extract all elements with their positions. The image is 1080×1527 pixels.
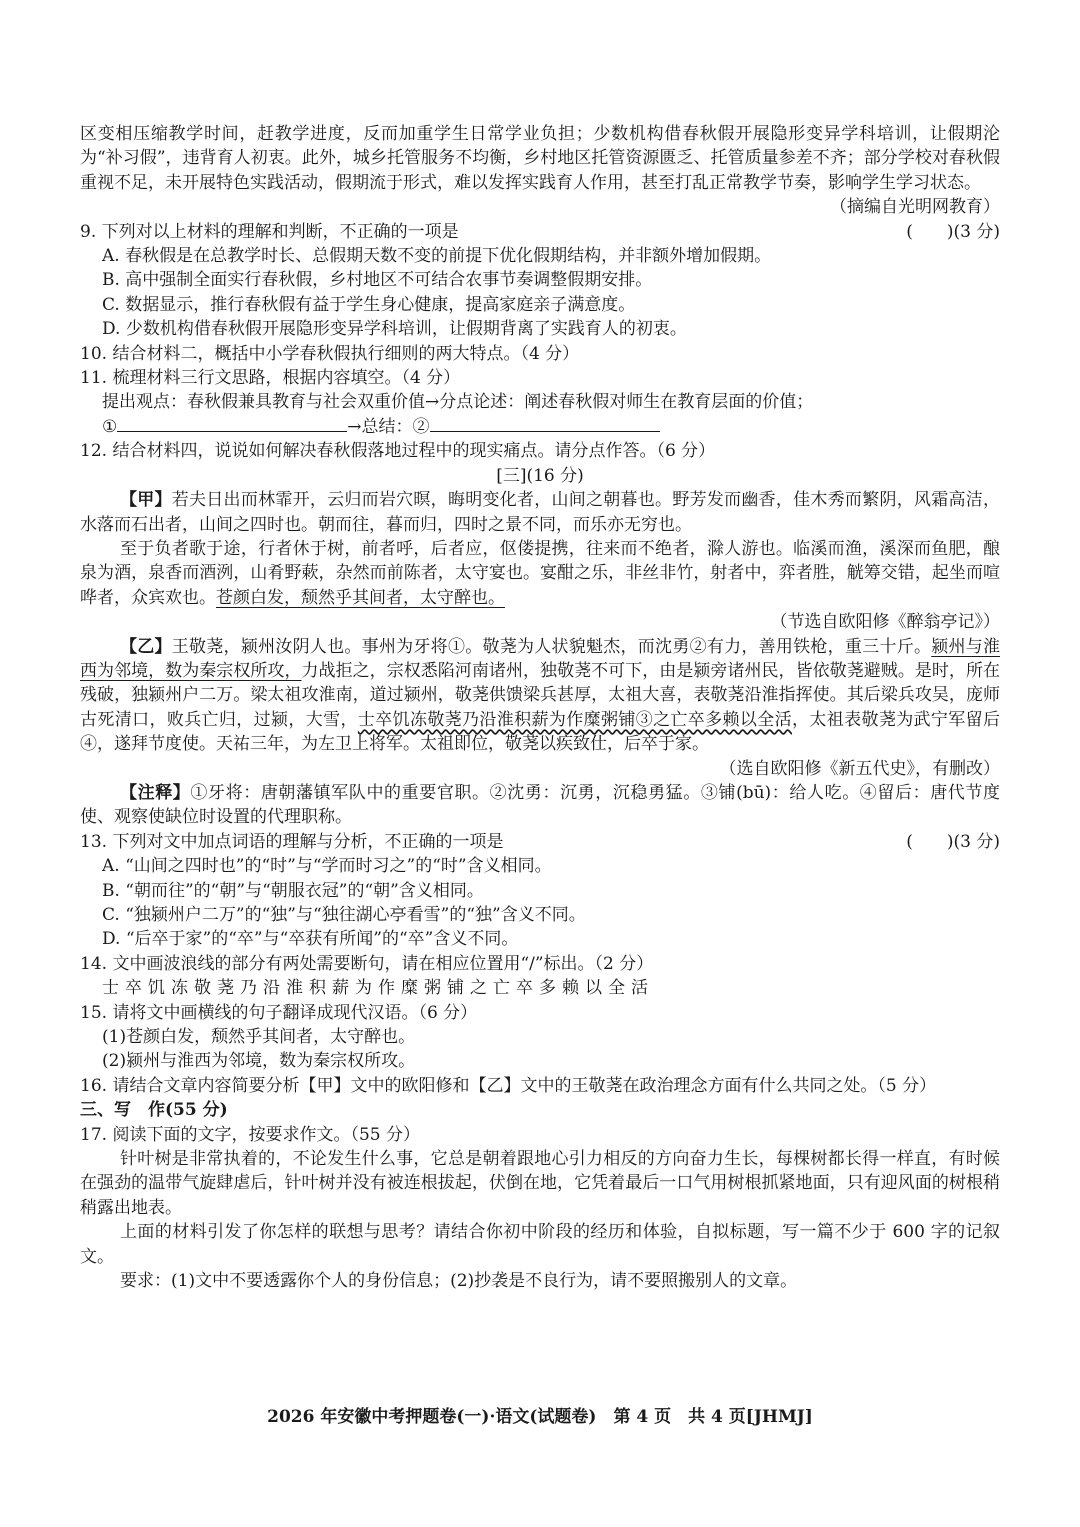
question-13 — [80, 830, 1000, 854]
passage-yi-text-b: 力战拒之，宗权悉陷河南诸州，独敬荛不可下，由是颍旁诸州民，皆依敬荛避贼。是时，所在残破，独颍州户二万。梁太祖攻淮南，道过颍州，敬荛供馈梁兵甚厚，太祖大喜，表敬荛沿淮指挥使。其后梁兵攻吴，庞师古死清口，败兵亡归，过颍，大雪， — [80, 660, 1001, 730]
summary-label: →总结：② — [347, 416, 430, 437]
question-17-prompt: 上面的材料引发了你怎样的联想与思考？请结合你初中阶段的经历和体验，自拟标题，写一篇不少于 600 字的记叙文。 — [80, 1222, 1000, 1267]
question-17-stem: 17. 阅读下面的文字，按要求作文。（55 分） — [80, 1124, 420, 1145]
question-11-stem: 11. 梳理材料三行文思路，根据内容填空。（4 分） — [80, 368, 461, 389]
passage-jia-tag: 【甲】 — [120, 490, 172, 511]
section-3-title: [三](16 分) — [496, 465, 584, 486]
passage-yi-text-c: ，太祖表敬荛为武宁军留后④，遂拜节度使。天祐三年，为左卫上将军。太祖即位，敬荛以疾致仕，后卒于家。 — [80, 709, 1001, 755]
question-13-option-d: D. “后卒于家”的“卒”与“卒获有所闻”的“卒”含义不同。 — [102, 929, 519, 950]
question-17-material: 针叶树是非常执着的，不论发生什么事，它总是朝着跟地心引力相反的方向奋力生长，每棵树都长得一样直，有时候在强劲的温带气旋肆虐后，针叶树并没有被连根拔起，伏倒在地，它凭着最后一口气用树根抓紧地面，只有迎风面的树根稍稍露出地表。 — [80, 1149, 1000, 1218]
question-13-option-a: A. “山间之四时也”的“时”与“学而时习之”的“时”含义相同。 — [102, 856, 552, 877]
passage-yi-tag: 【乙】 — [120, 636, 172, 657]
annotations — [80, 781, 1000, 830]
question-11-blanks — [80, 415, 1000, 439]
question-14-sentence: 士卒饥冻敬荛乃沿淮积薪为作糜粥铺之亡卒多赖以全活 — [102, 978, 654, 999]
blank-1-label: ① — [102, 416, 118, 437]
passage-yi-text-a: 王敬荛，颍州汝阴人也。事州为牙将①。敬荛为人状貌魁杰，而沈勇②有力，善用铁枪，重三十斤。 — [171, 636, 932, 657]
exam-page — [80, 122, 1000, 1294]
passage-jia-paragraph-1 — [80, 488, 1000, 537]
question-11-outline: 提出观点：春秋假兼具教育与社会双重价值→分点论述：阐述春秋假对师生在教育层面的价值； — [102, 392, 814, 413]
underlined-sentence-2: 颍州与淮西为邻境，数为秦宗权所攻， — [80, 636, 1001, 681]
question-13-stem: 13. 下列对文中加点词语的理解与分析，不正确的一项是 — [80, 831, 504, 852]
question-9-score: ( )(3 分) — [906, 221, 1000, 242]
question-12: 12. 结合材料四，说说如何解决春秋假落地过程中的现实痛点。请分点作答。（6 分） — [80, 441, 716, 462]
question-13-option-b: B. “朝而往”的“朝”与“朝服衣冠”的“朝”含义相同。 — [102, 880, 484, 901]
passage-yi-source: （选自欧阳修《新五代史》，有删改） — [719, 758, 1000, 779]
wavy-underlined-sentence: 士卒饥冻敬荛乃沿淮积薪为作糜粥铺③之亡卒多赖以全活 — [357, 709, 792, 730]
question-9-option-a: A. 春秋假是在总教学时长、总假期天数不变的前提下优化假期结构，并非额外增加假期。 — [102, 246, 772, 267]
section-writing-title: 三、写 作(55 分) — [80, 1100, 228, 1121]
annotations-tag: 【注释】 — [120, 782, 191, 803]
material-paragraph: 区变相压缩教学时间，赶教学进度，反而加重学生日常学业负担；少数机构借春秋假开展隐形变异学科培训，让假期沦为“补习假”，违背育人初衷。此外，城乡托管服务不均衡，乡村地区托管资源匮乏、托管质量参差不齐；部分学校对春秋假重视不足，未开展特色实践活动，假期流于形式，难以发挥实践育人作用，甚至打乱正常教学节奏，影响学生学习状态。 — [80, 124, 1000, 193]
question-9-stem: 9. 下列对以上材料的理解和判断，不正确的一项是 — [80, 221, 459, 242]
answer-blank-1[interactable] — [117, 415, 347, 432]
question-15-stem: 15. 请将文中画横线的句子翻译成现代汉语。（6 分） — [80, 1002, 478, 1023]
question-10: 10. 结合材料二，概括中小学春秋假执行细则的两大特点。（4 分） — [80, 343, 580, 364]
source-note: （摘编自光明网教育） — [830, 197, 1000, 218]
passage-jia-source: （节选自欧阳修《醉翁亭记》） — [770, 612, 1000, 633]
annotations-text: ①牙将：唐朝藩镇军队中的重要官职。②沈勇：沉勇，沉稳勇猛。③铺(bū)：给人吃。④留后：唐代节度使、观察使缺位时设置的代理职称。 — [80, 782, 1001, 828]
question-13-option-c: C. “独颍州户二万”的“独”与“独往湖心亭看雪”的“独”含义不同。 — [102, 905, 586, 925]
question-16: 16. 请结合文章内容简要分析【甲】文中的欧阳修和【乙】文中的王敬荛在政治理念方面有什么共同之处。（5 分） — [80, 1075, 937, 1096]
page-footer: 2026 年安徽中考押题卷(一)·语文(试题卷) 第 4 页 共 4 页[JHMJ] — [267, 1407, 813, 1427]
passage-yi-paragraph — [80, 635, 1000, 757]
passage-jia-text-1: 若夫日出而林霏开，云归而岩穴暝，晦明变化者，山间之朝暮也。野芳发而幽香，佳木秀而繁阴，风霜高洁，水落而石出者，山间之四时也。朝而往，暮而归，四时之景不同，而乐亦无穷也。 — [80, 490, 1000, 535]
question-15-item-2: (2)颍州与淮西为邻境，数为秦宗权所攻。 — [102, 1051, 416, 1072]
answer-blank-2[interactable] — [430, 415, 660, 432]
question-9-option-c: C. 数据显示，推行春秋假有益于学生身心健康，提高家庭亲子满意度。 — [102, 294, 636, 315]
question-17-requirements: 要求：(1)文中不要透露你个人的身份信息；(2)抄袭是不良行为，请不要照搬别人的文章。 — [120, 1271, 798, 1292]
question-13-score: ( )(3 分) — [906, 831, 1000, 852]
question-9-option-b: B. 高中强制全面实行春秋假，乡村地区不可结合农事节奏调整假期安排。 — [102, 270, 653, 291]
question-9 — [80, 220, 1000, 244]
question-9-option-d: D. 少数机构借春秋假开展隐形变异学科培训，让假期背离了实践育人的初衷。 — [102, 319, 687, 340]
question-14-stem: 14. 文中画波浪线的部分有两处需要断句，请在相应位置用“/”标出。（2 分） — [80, 953, 654, 974]
passage-jia-text-2: 至于负者歌于途，行者休于树，前者呼，后者应，伛偻提携，往来而不绝者，滁人游也。临溪而渔，溪深而鱼肥，酿泉为酒，泉香而酒洌，山肴野蔌，杂然而前陈者，太守宴也。宴酣之乐，非丝非竹，射者中，弈者胜，觥筹交错，起坐而喧哗者，众宾欢也。 — [80, 538, 1000, 608]
underlined-sentence-1: 苍颜白发，颓然乎其间者，太守醉也。 — [216, 587, 505, 608]
passage-jia-paragraph-2 — [80, 537, 1000, 610]
question-15-item-1: (1)苍颜白发，颓然乎其间者，太守醉也。 — [102, 1027, 416, 1048]
